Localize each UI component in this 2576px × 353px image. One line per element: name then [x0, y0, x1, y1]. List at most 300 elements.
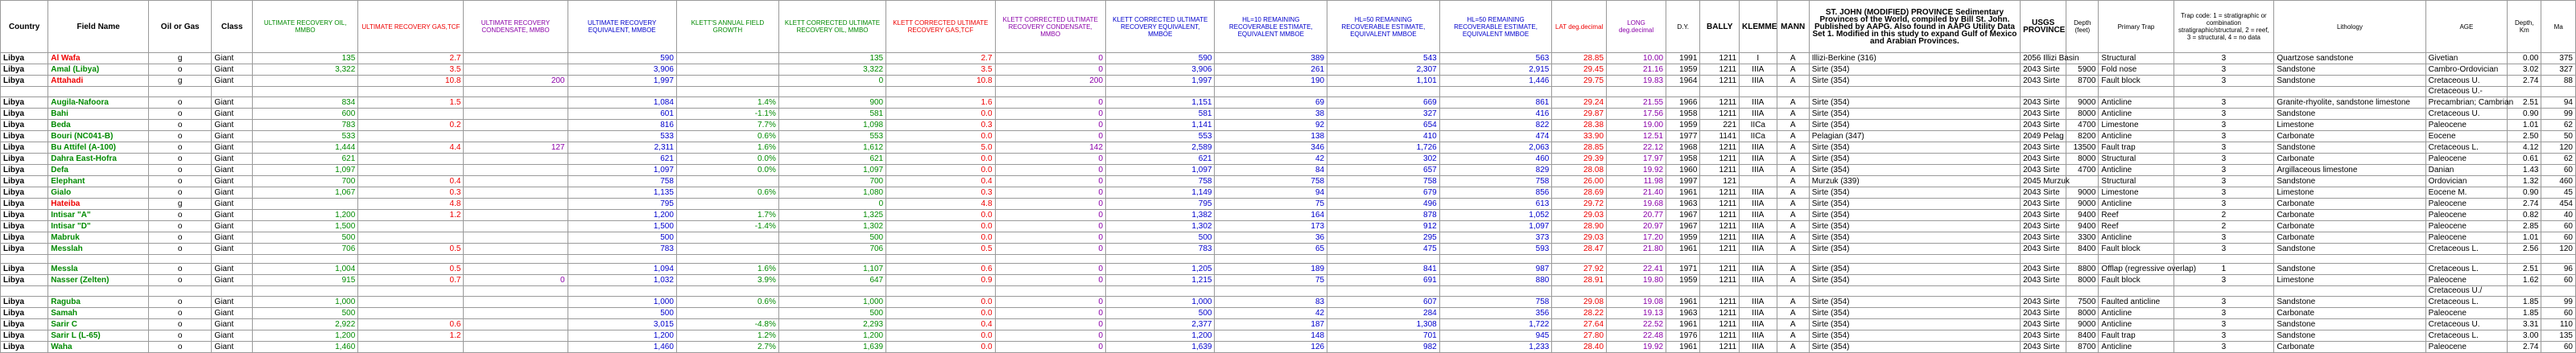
table-cell: 8700	[2066, 76, 2099, 87]
table-cell: Sirte (354)	[1809, 142, 2020, 154]
table-cell: 187	[1215, 319, 1327, 330]
table-cell: Samah	[48, 308, 149, 319]
table-cell: 9000	[2066, 199, 2099, 210]
table-cell: Giant	[212, 199, 253, 210]
table-cell: o	[149, 120, 212, 131]
table-cell: 1,080	[778, 187, 886, 199]
table-cell: 0.9	[886, 275, 995, 286]
table-cell: Cretaceous U.	[2425, 109, 2508, 120]
column-header: MANN	[1777, 1, 1809, 53]
table-cell: Giant	[212, 131, 253, 142]
table-cell: 621	[568, 154, 676, 165]
table-cell: 700	[778, 176, 886, 187]
table-cell: 0	[778, 76, 886, 87]
table-cell: 691	[1327, 275, 1440, 286]
table-cell: Sarir L (L-65)	[48, 330, 149, 342]
table-cell: 0	[995, 53, 1106, 64]
table-cell: A	[1777, 97, 1809, 109]
table-cell: IIIA	[1740, 264, 1777, 275]
table-cell: A	[1777, 264, 1809, 275]
table-cell: 1,460	[568, 342, 676, 353]
table-cell: 880	[1439, 275, 1552, 286]
table-cell: 120	[2541, 244, 2576, 255]
table-cell: 2043 Sirte	[2021, 210, 2066, 221]
table-row	[1, 87, 2576, 97]
table-cell: 829	[1439, 165, 1552, 176]
table-cell: 2043 Sirte	[2021, 264, 2066, 275]
table-cell: 3	[2174, 131, 2274, 142]
table-cell: Structural	[2099, 176, 2174, 187]
table-cell: 4.8	[358, 199, 464, 210]
table-cell	[358, 286, 464, 297]
table-cell: 4.8	[886, 199, 995, 210]
table-cell: Reef	[2099, 210, 2174, 221]
table-cell: 1211	[1700, 297, 1740, 308]
table-cell: Giant	[212, 244, 253, 255]
table-cell	[464, 53, 568, 64]
table-cell	[568, 286, 676, 297]
table-cell: o	[149, 97, 212, 109]
table-cell: 1,200	[568, 330, 676, 342]
table-cell: Sirte (354)	[1809, 64, 2020, 76]
table-cell: 621	[778, 154, 886, 165]
table-cell: 500	[1106, 308, 1215, 319]
table-cell: 1,726	[1327, 142, 1440, 154]
table-cell: 1,612	[778, 142, 886, 154]
column-header: ULTIMATE RECOVERY EQUIVALENT, MMBOE	[568, 1, 676, 53]
table-cell: Intisar "A"	[48, 210, 149, 221]
table-cell: 0.0	[886, 342, 995, 353]
table-cell: 1211	[1700, 53, 1740, 64]
table-row	[1, 244, 2576, 255]
table-cell: 38	[1215, 109, 1327, 120]
table-cell: Limestone	[2099, 187, 2174, 199]
table-cell: 1211	[1700, 264, 1740, 275]
table-cell: 460	[2541, 176, 2576, 187]
table-cell: 10.8	[886, 76, 995, 87]
table-cell	[149, 286, 212, 297]
table-cell: 1,000	[253, 297, 358, 308]
table-cell: Libya	[1, 76, 48, 87]
table-cell: 1,639	[1106, 342, 1215, 353]
table-cell: 10.00	[1607, 53, 1666, 64]
table-cell: Sandstone	[2274, 330, 2425, 342]
table-cell: 0.90	[2508, 109, 2541, 120]
column-header: Primary Trap	[2099, 1, 2174, 53]
column-header: ST. JOHN (MODIFIED) PROVINCE Sedimentary Provinces of the World, compiled by Bill St. John. Published by AAPG. Also found in AAPG Utility Data Set 1. Modified in this study to expand Gulf of Mexico and Arabian Provinces.	[1809, 1, 2020, 53]
table-cell	[48, 255, 149, 264]
table-cell	[1607, 87, 1666, 97]
table-cell: Giant	[212, 53, 253, 64]
table-cell: 2043 Sirte	[2021, 154, 2066, 165]
table-cell	[464, 330, 568, 342]
table-cell: A	[1777, 199, 1809, 210]
table-cell: 0	[995, 308, 1106, 319]
table-cell: 3	[2174, 342, 2274, 353]
table-cell: 669	[1327, 97, 1440, 109]
table-cell: Structural	[2099, 154, 2174, 165]
table-cell: 0	[995, 330, 1106, 342]
table-cell: Sandstone	[2274, 142, 2425, 154]
table-cell: 679	[1327, 187, 1440, 199]
table-cell: o	[149, 210, 212, 221]
table-row	[1, 64, 2576, 76]
table-row	[1, 76, 2576, 87]
table-cell: 1966	[1666, 97, 1700, 109]
table-cell: 0	[995, 199, 1106, 210]
table-cell: 915	[253, 275, 358, 286]
table-cell: 1,200	[253, 210, 358, 221]
table-cell: Giant	[212, 264, 253, 275]
column-header: KLETT CORRECTED ULTIMATE RECOVERY GAS,TCF	[886, 1, 995, 53]
table-cell: 1,052	[1439, 210, 1552, 221]
table-cell: 0.61	[2508, 154, 2541, 165]
table-cell: 389	[1215, 53, 1327, 64]
table-cell: Libya	[1, 275, 48, 286]
table-cell	[1439, 87, 1552, 97]
table-cell: 148	[1215, 330, 1327, 342]
table-cell: 121	[1700, 176, 1740, 187]
table-cell: o	[149, 275, 212, 286]
table-cell: Sirte (354)	[1809, 199, 2020, 210]
table-cell	[2174, 87, 2274, 97]
table-cell: Sirte (354)	[1809, 232, 2020, 244]
table-cell	[358, 165, 464, 176]
table-cell: Giant	[212, 109, 253, 120]
table-cell	[358, 342, 464, 353]
table-cell: Carbonate	[2274, 232, 2425, 244]
table-cell: Sirte (354)	[1809, 342, 2020, 353]
table-cell: IIIA	[1740, 232, 1777, 244]
table-cell	[676, 232, 778, 244]
table-cell	[2541, 255, 2576, 264]
table-cell: 1961	[1666, 342, 1700, 353]
table-row	[1, 308, 2576, 319]
table-cell: 1,151	[1106, 97, 1215, 109]
table-cell	[1700, 255, 1740, 264]
table-cell	[358, 255, 464, 264]
table-cell: 84	[1215, 165, 1327, 176]
table-cell: 19.92	[1607, 165, 1666, 176]
table-cell: Nasser (Zelten)	[48, 275, 149, 286]
table-cell: Elephant	[48, 176, 149, 187]
table-body	[1, 53, 2576, 353]
table-cell: 1.85	[2508, 297, 2541, 308]
table-cell: 657	[1327, 165, 1440, 176]
table-cell: 60	[2541, 342, 2576, 353]
table-cell: Sarir C	[48, 319, 149, 330]
table-cell: o	[149, 131, 212, 142]
table-cell: I	[1740, 53, 1777, 64]
table-cell: 2043 Sirte	[2021, 165, 2066, 176]
table-cell: Anticline	[2099, 308, 2174, 319]
table-cell: 29.24	[1552, 97, 1607, 109]
table-cell: Giant	[212, 142, 253, 154]
table-cell: 2,307	[1327, 64, 1440, 76]
table-cell: 0.0%	[676, 165, 778, 176]
table-cell: IIIA	[1740, 210, 1777, 221]
table-cell: 3	[2174, 109, 2274, 120]
table-cell: 0.4	[886, 319, 995, 330]
table-cell: IIIA	[1740, 165, 1777, 176]
table-cell: g	[149, 53, 212, 64]
table-cell: 302	[1327, 154, 1440, 165]
table-cell: 1,997	[568, 76, 676, 87]
table-cell	[1666, 87, 1700, 97]
table-cell: 3.31	[2508, 319, 2541, 330]
table-row	[1, 297, 2576, 308]
table-cell: A	[1777, 244, 1809, 255]
table-cell: Fault block	[2099, 244, 2174, 255]
table-cell: 22.52	[1607, 319, 1666, 330]
table-cell: 3	[2174, 199, 2274, 210]
column-header: HL=10 REMAINING RECOVERABLE ESTIMATE, EQUIVALENT MMBOE	[1215, 1, 1327, 53]
table-cell: 1211	[1700, 187, 1740, 199]
table-cell: A	[1777, 64, 1809, 76]
table-cell: 758	[568, 176, 676, 187]
table-cell: 1959	[1666, 232, 1700, 244]
table-cell: 0.6	[358, 319, 464, 330]
table-cell: 0.6%	[676, 187, 778, 199]
table-cell: Eocene	[2425, 131, 2508, 142]
table-cell: 0	[995, 319, 1106, 330]
table-cell	[464, 64, 568, 76]
table-cell: 0.82	[2508, 210, 2541, 221]
table-cell: Reef	[2099, 221, 2174, 232]
table-cell: 1211	[1700, 342, 1740, 353]
table-cell: Paleocene	[2425, 120, 2508, 131]
table-cell: Anticline	[2099, 319, 2174, 330]
table-cell: o	[149, 232, 212, 244]
table-cell: Anticline	[2099, 165, 2174, 176]
table-cell	[676, 286, 778, 297]
table-cell: 758	[1215, 176, 1327, 187]
table-cell: Paleocene	[2425, 210, 2508, 221]
table-cell	[1809, 286, 2020, 297]
table-cell: 3	[2174, 232, 2274, 244]
table-cell: o	[149, 319, 212, 330]
table-cell	[149, 255, 212, 264]
table-cell: 1964	[1666, 76, 1700, 87]
table-cell: 135	[253, 53, 358, 64]
table-cell: 500	[253, 232, 358, 244]
table-cell: 28.85	[1552, 53, 1607, 64]
table-cell	[995, 87, 1106, 97]
table-cell: Attahadi	[48, 76, 149, 87]
table-cell: 500	[778, 232, 886, 244]
table-cell: Sirte (354)	[1809, 97, 2020, 109]
table-cell: 1,032	[568, 275, 676, 286]
table-cell: 0	[995, 176, 1106, 187]
column-header: Depth, Km	[2508, 1, 2541, 53]
table-cell: 0.6%	[676, 297, 778, 308]
table-row	[1, 176, 2576, 187]
table-cell: 0	[995, 120, 1106, 131]
table-cell	[778, 87, 886, 97]
table-cell: 0.0	[886, 232, 995, 244]
table-cell: 99	[2541, 109, 2576, 120]
table-cell: o	[149, 165, 212, 176]
table-cell: 29.75	[1552, 76, 1607, 87]
table-cell: 21.80	[1607, 244, 1666, 255]
table-cell: 416	[1439, 109, 1552, 120]
table-cell: Argillaceous limestone	[2274, 165, 2425, 176]
table-cell: Amal (Libya)	[48, 64, 149, 76]
table-cell: 1,444	[253, 142, 358, 154]
table-cell: 2043 Sirte	[2021, 330, 2066, 342]
table-cell: 1,097	[1439, 221, 1552, 232]
table-cell	[1106, 87, 1215, 97]
table-cell: Raguba	[48, 297, 149, 308]
table-cell: 0.3	[886, 120, 995, 131]
table-cell: 3.00	[2508, 330, 2541, 342]
table-cell: Bouri (NC041-B)	[48, 131, 149, 142]
table-cell	[568, 255, 676, 264]
table-cell	[1740, 255, 1777, 264]
table-cell: Libya	[1, 308, 48, 319]
table-cell: 758	[1439, 176, 1552, 187]
table-cell: 3	[2174, 330, 2274, 342]
table-cell: Sirte (354)	[1809, 244, 2020, 255]
table-cell	[2099, 286, 2174, 297]
table-cell: 2	[2174, 221, 2274, 232]
table-cell: 28.47	[1552, 244, 1607, 255]
table-cell: Gialo	[48, 187, 149, 199]
table-cell: 1.2%	[676, 330, 778, 342]
table-cell: Sirte (354)	[1809, 109, 2020, 120]
table-cell: Libya	[1, 154, 48, 165]
table-cell: 2,063	[1439, 142, 1552, 154]
table-cell: 834	[253, 97, 358, 109]
table-cell: o	[149, 109, 212, 120]
table-cell: 8700	[2066, 342, 2099, 353]
table-cell: 1,500	[253, 221, 358, 232]
table-cell: 21.55	[1607, 97, 1666, 109]
table-row	[1, 221, 2576, 232]
table-cell: 601	[568, 109, 676, 120]
column-header: Country	[1, 1, 48, 53]
table-cell: Sandstone	[2274, 64, 2425, 76]
table-cell	[2274, 286, 2425, 297]
table-cell	[464, 210, 568, 221]
table-cell	[464, 297, 568, 308]
table-cell: Cretaceous L.	[2425, 330, 2508, 342]
table-cell: 945	[1439, 330, 1552, 342]
table-cell: 1,097	[1106, 165, 1215, 176]
table-cell: Augila-Nafoora	[48, 97, 149, 109]
table-cell: 3,015	[568, 319, 676, 330]
table-cell: 1,500	[568, 221, 676, 232]
table-cell: 0.0	[886, 297, 995, 308]
table-cell: 0	[995, 131, 1106, 142]
table-cell: 2.74	[2508, 342, 2541, 353]
table-cell: 856	[1439, 187, 1552, 199]
table-cell: Al Wafa	[48, 53, 149, 64]
table-cell	[212, 286, 253, 297]
table-cell: o	[149, 330, 212, 342]
table-cell: o	[149, 264, 212, 275]
table-cell: 2049 Pelag	[2021, 131, 2066, 142]
table-cell: A	[1777, 131, 1809, 142]
table-cell: Hateiba	[48, 199, 149, 210]
table-cell: Carbonate	[2274, 221, 2425, 232]
table-cell: Cretaceous U.-	[2425, 87, 2508, 97]
table-cell: 1,382	[1106, 210, 1215, 221]
table-cell: Fault block	[2099, 275, 2174, 286]
table-cell: 553	[1106, 131, 1215, 142]
table-cell	[676, 53, 778, 64]
table-cell	[995, 255, 1106, 264]
table-cell: Sirte (354)	[1809, 264, 2020, 275]
table-cell: 200	[464, 76, 568, 87]
table-cell: Granite-rhyolite, sandstone limestone	[2274, 97, 2425, 109]
table-cell: 410	[1327, 131, 1440, 142]
table-cell: 8000	[2066, 154, 2099, 165]
table-cell: Messla	[48, 264, 149, 275]
table-cell: 8400	[2066, 330, 2099, 342]
table-cell: 1991	[1666, 53, 1700, 64]
table-cell: 3.5	[358, 64, 464, 76]
table-cell	[253, 76, 358, 87]
table-cell: 27.92	[1552, 264, 1607, 275]
table-cell: 2043 Sirte	[2021, 297, 2066, 308]
table-cell: Giant	[212, 97, 253, 109]
table-cell	[676, 87, 778, 97]
column-header: Oil or Gas	[149, 1, 212, 53]
table-cell: 1967	[1666, 221, 1700, 232]
table-cell	[2066, 87, 2099, 97]
table-cell: 0.5	[886, 244, 995, 255]
table-cell: 8000	[2066, 275, 2099, 286]
table-cell	[1106, 286, 1215, 297]
table-cell: A	[1777, 109, 1809, 120]
table-cell: Sirte (354)	[1809, 319, 2020, 330]
table-cell: 17.20	[1607, 232, 1666, 244]
table-cell	[464, 165, 568, 176]
table-cell: 1,200	[253, 330, 358, 342]
table-cell: 1211	[1700, 109, 1740, 120]
table-row	[1, 53, 2576, 64]
table-cell: 593	[1439, 244, 1552, 255]
table-cell: 0	[995, 297, 1106, 308]
table-cell: 1211	[1700, 330, 1740, 342]
table-cell	[149, 87, 212, 97]
table-cell: g	[149, 199, 212, 210]
table-cell: Cambro-Ordovician	[2425, 64, 2508, 76]
table-cell: 0.0	[886, 131, 995, 142]
table-cell: 1.6%	[676, 142, 778, 154]
table-cell: 28.85	[1552, 142, 1607, 154]
table-cell: 135	[778, 53, 886, 64]
table-cell: 701	[1327, 330, 1440, 342]
table-cell: Giant	[212, 319, 253, 330]
table-cell: -1.1%	[676, 109, 778, 120]
table-cell: 841	[1327, 264, 1440, 275]
table-cell: 1211	[1700, 210, 1740, 221]
table-cell: 474	[1439, 131, 1552, 142]
table-cell: IIIA	[1740, 308, 1777, 319]
table-cell: 2043 Sirte	[2021, 275, 2066, 286]
table-cell	[464, 199, 568, 210]
table-cell: 2,589	[1106, 142, 1215, 154]
table-cell	[676, 199, 778, 210]
table-cell: Limestone	[2274, 120, 2425, 131]
table-cell: Anticline	[2099, 131, 2174, 142]
table-cell: 1211	[1700, 319, 1740, 330]
table-cell: A	[1777, 275, 1809, 286]
table-cell: 3	[2174, 97, 2274, 109]
table-cell	[1, 255, 48, 264]
